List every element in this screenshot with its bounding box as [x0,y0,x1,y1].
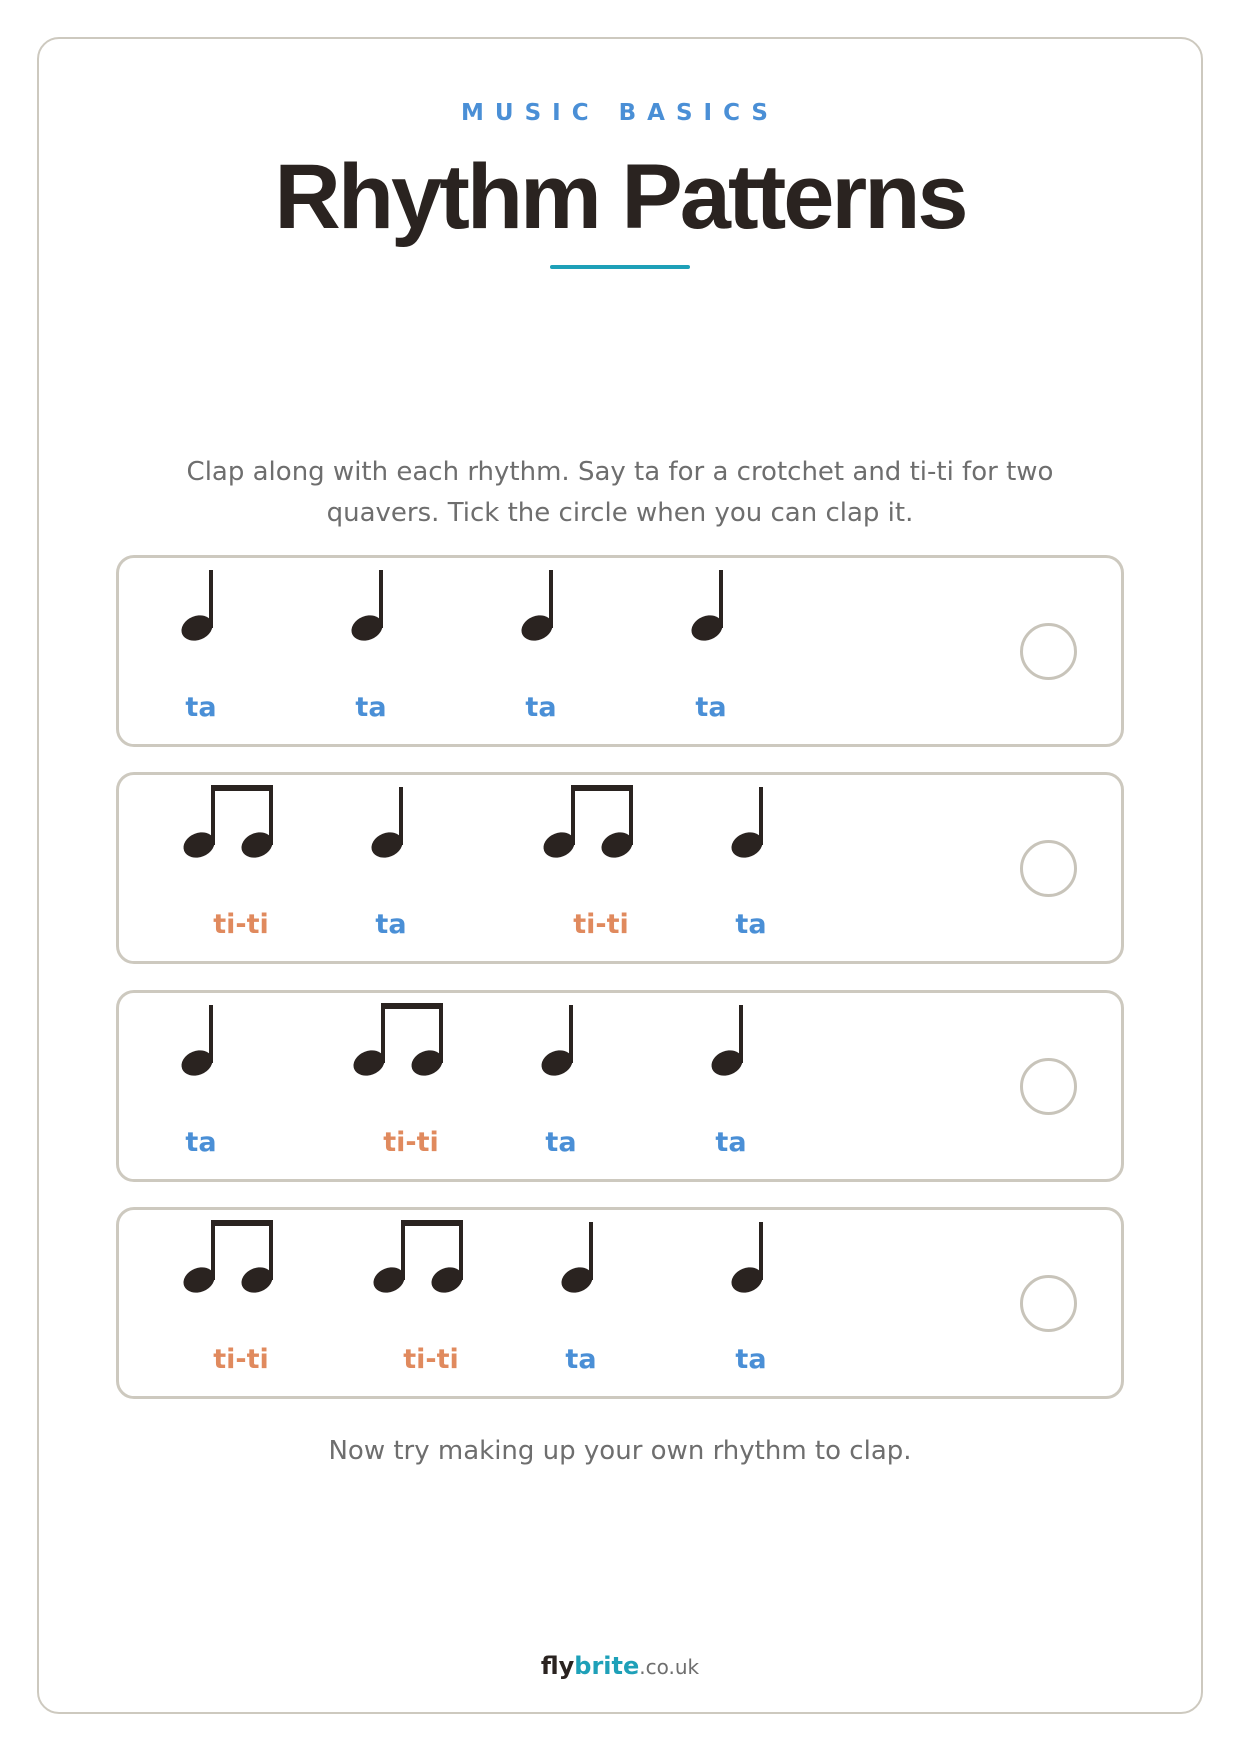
instructions-text: Clap along with each rhythm. Say ta for a crotchet and ti-ti for two quavers. Tick the circle when you can clap it. [186,457,1054,528]
tick-circle-checkbox[interactable] [1020,1275,1077,1332]
titi-syllable: ti-ti [213,1344,269,1375]
crotchet-stem [549,570,553,628]
quaver-stem [439,1005,443,1063]
page-title: Rhythm Patterns [274,146,966,248]
eyebrow-label: MUSIC BASICS [461,100,779,126]
quaver-stem [459,1222,463,1280]
titi-syllable: ti-ti [573,909,629,940]
brand-logo-part3: .co.uk [639,1655,700,1679]
crotchet-stem [209,1005,213,1063]
quaver-stem [269,1222,273,1280]
quaver-beam [211,1220,273,1226]
crotchet-stem [399,787,403,845]
quaver-stem [269,787,273,845]
title-underline [550,265,690,269]
quaver-stem [211,787,215,845]
rhythm-pattern-2 [116,772,1124,964]
quaver-stem [381,1005,385,1063]
ta-syllable: ta [355,692,387,723]
rhythm-pattern-3 [116,990,1124,1182]
brand-logo [0,1652,1240,1680]
titi-syllable: ti-ti [213,909,269,940]
ta-syllable: ta [565,1344,597,1375]
quaver-beam [401,1220,463,1226]
ta-syllable: ta [735,909,767,940]
quaver-stem [629,787,633,845]
ta-syllable: ta [185,1127,217,1158]
ta-syllable: ta [545,1127,577,1158]
crotchet-stem [759,787,763,845]
crotchet-stem [379,570,383,628]
quaver-stem [211,1222,215,1280]
crotchet-stem [569,1005,573,1063]
quaver-stem [401,1222,405,1280]
quaver-beam [571,785,633,791]
tick-circle-checkbox[interactable] [1020,623,1077,680]
crotchet-stem [739,1005,743,1063]
titi-syllable: ti-ti [383,1127,439,1158]
crotchet-stem [209,570,213,628]
ta-syllable: ta [525,692,557,723]
ta-syllable: ta [695,692,727,723]
brand-logo-part1: fly [540,1652,575,1680]
rhythm-pattern-1 [116,555,1124,747]
ta-syllable: ta [735,1344,767,1375]
crotchet-stem [719,570,723,628]
ta-syllable: ta [715,1127,747,1158]
crotchet-stem [759,1222,763,1280]
quaver-beam [381,1003,443,1009]
crotchet-stem [589,1222,593,1280]
rhythm-pattern-4 [116,1207,1124,1399]
tick-circle-checkbox[interactable] [1020,840,1077,897]
outro-text: Now try making up your own rhythm to clap. [328,1436,912,1466]
quaver-stem [571,787,575,845]
tick-circle-checkbox[interactable] [1020,1058,1077,1115]
ta-syllable: ta [375,909,407,940]
brand-logo-part2: brite [574,1652,640,1680]
titi-syllable: ti-ti [403,1344,459,1375]
quaver-beam [211,785,273,791]
ta-syllable: ta [185,692,217,723]
